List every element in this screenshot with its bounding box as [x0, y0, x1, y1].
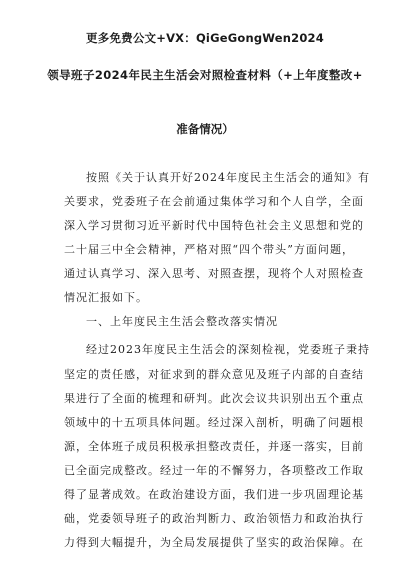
paragraph-line: 力得到大幅提升，为全局发展提供了坚实的政治保障。在	[64, 536, 364, 549]
paragraph-line: 情况汇报如下。	[64, 291, 148, 304]
paragraph-line: 领域中的十五项具体问题。经过深入剖析，明确了问题根	[64, 416, 364, 429]
paragraph-line: 按照《关于认真开好2024年度民主生活会的通知》有	[86, 171, 370, 184]
paragraph-line: 通过认真学习、深入思考、对照查摆，现将个人对照检查	[64, 267, 364, 280]
paragraph-line: 源，全体班子成员积极承担整改责任，并逐一落实，目前	[64, 440, 364, 453]
paragraph-line: 经过2023年度民主生活会的深刻检视，党委班子秉持	[86, 343, 370, 356]
paragraph-line: 坚定的责任感，对征求到的群众意见及班子内部的自查结	[64, 368, 364, 381]
paragraph-line: 已全面完成整改。经过一年的不懈努力，各项整改工作取	[64, 464, 364, 477]
paragraph-line: 得了显著成效。在政治建设方面，我们进一步巩固理论基	[64, 488, 364, 501]
paragraph-line: 关要求，党委班子在会前通过集体学习和个人自学，全面	[64, 195, 364, 208]
paragraph-line: 深入学习贯彻习近平新时代中国特色社会主义思想和党的	[64, 219, 364, 232]
promo-header: 更多免费公文+VX：QiGeGongWen2024	[86, 31, 324, 45]
paragraph-line: 果进行了全面的梳理和研判。此次会议共识别出五个重点	[64, 392, 364, 405]
document-title-continued: 准备情况）	[176, 122, 234, 136]
document-title: 领导班子2024年民主生活会对照检查材料（+上年度整改+	[47, 68, 363, 82]
paragraph-line: 二十届三中全会精神，严格对照“四个带头”方面问题，	[64, 243, 354, 256]
section-heading: 一、上年度民主生活会整改落实情况	[86, 315, 278, 328]
paragraph-line: 础，党委领导班子的政治判断力、政治领悟力和政治执行	[64, 512, 364, 525]
